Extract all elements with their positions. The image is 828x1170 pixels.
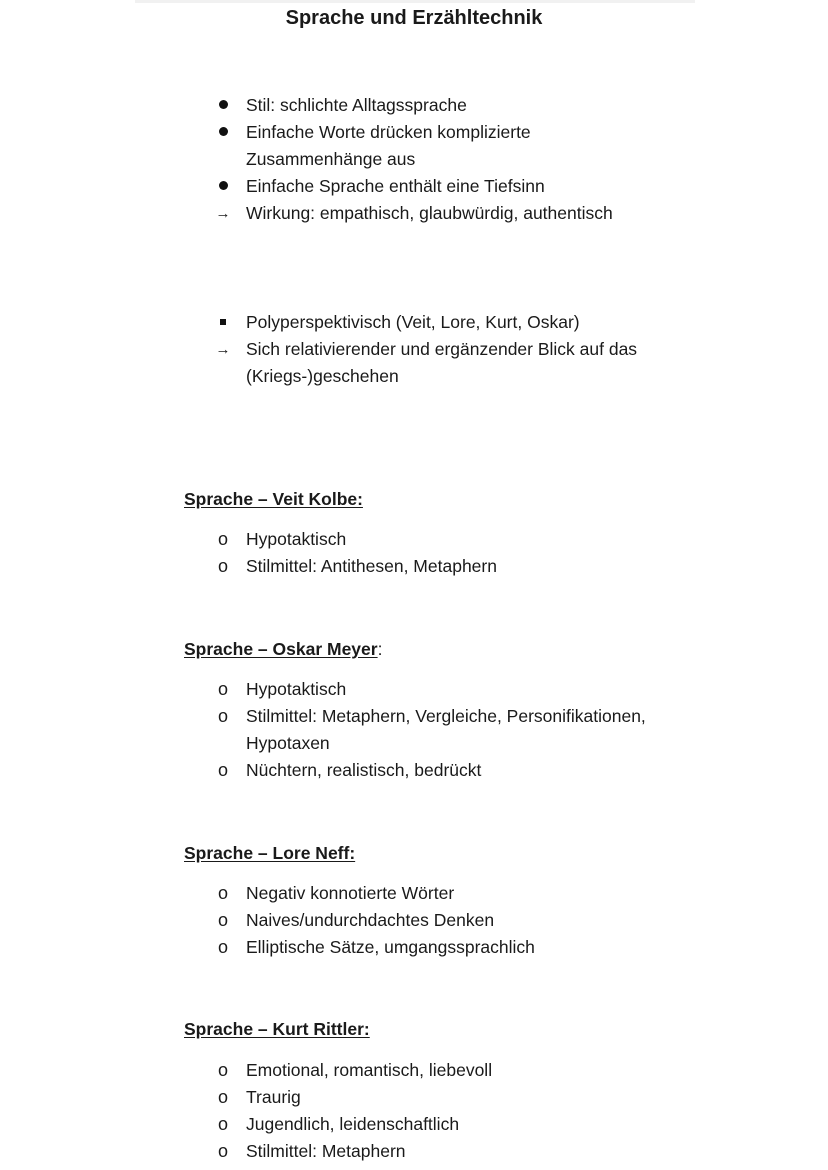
list-item-text: Wirkung: empathisch, glaubwürdig, authentisch	[246, 203, 613, 223]
list-item	[0, 309, 828, 336]
bullet-circle-icon: o	[217, 556, 228, 576]
list-item-text: Stilmittel: Antithesen, Metaphern	[246, 556, 497, 576]
list-item	[0, 934, 828, 961]
list-item	[0, 173, 828, 200]
list-item-text: Polyperspektivisch (Veit, Lore, Kurt, Oskar)	[246, 312, 580, 332]
list-item-text: Emotional, romantisch, liebevoll	[246, 1060, 493, 1080]
list-item-text: Hypotaktisch	[246, 679, 347, 699]
arrow-right-icon: →	[215, 205, 231, 222]
section-heading-lore-neff: Sprache – Lore Neff:	[184, 843, 356, 863]
lore-neff-list	[0, 880, 828, 961]
arrow-right-icon: →	[215, 341, 231, 358]
list-item	[0, 526, 828, 553]
bullet-circle-icon: o	[217, 760, 228, 780]
list-item	[0, 757, 828, 784]
list-item-text: Einfache Worte drücken komplizierte Zusammenhänge aus	[246, 122, 531, 169]
bullet-dot-icon	[214, 173, 232, 200]
kurt-rittler-list	[0, 1057, 828, 1165]
list-item	[0, 676, 828, 703]
list-item	[0, 119, 828, 173]
list-item-text: Stilmittel: Metaphern, Vergleiche, Personifikationen, Hypotaxen	[246, 706, 646, 753]
list-item-text: Nüchtern, realistisch, bedrückt	[246, 760, 482, 780]
bullet-circle-icon: o	[217, 679, 228, 699]
bullet-circle-icon: o	[217, 1114, 228, 1134]
bullet-circle-icon: o	[217, 937, 228, 957]
bullet-dot-icon	[214, 119, 232, 146]
bullet-dot-icon	[214, 92, 232, 119]
list-item	[0, 1138, 828, 1165]
list-item-text: Stilmittel: Metaphern	[246, 1141, 406, 1161]
oskar-meyer-list	[0, 676, 828, 784]
list-item	[0, 1111, 828, 1138]
bullet-circle-icon: o	[217, 1141, 228, 1161]
list-item-text: Sich relativierender und ergänzender Blick auf das (Kriegs-)geschehen	[246, 339, 638, 386]
list-item-text: Jugendlich, leidenschaftlich	[246, 1114, 460, 1134]
list-item-text: Hypotaktisch	[246, 529, 347, 549]
list-item	[0, 1057, 828, 1084]
list-item	[0, 907, 828, 934]
list-item	[0, 200, 828, 227]
perspective-bullet-list	[0, 309, 828, 390]
bullet-circle-icon: o	[217, 706, 228, 726]
veit-kolbe-list	[0, 526, 828, 580]
section-heading-kurt-rittler: Sprache – Kurt Rittler:	[184, 1019, 370, 1039]
bullet-square-icon	[214, 309, 232, 336]
list-item-text: Einfache Sprache enthält eine Tiefsinn	[246, 176, 545, 196]
bullet-circle-icon: o	[217, 1087, 228, 1107]
list-item-text: Traurig	[246, 1087, 301, 1107]
list-item	[0, 553, 828, 580]
page-top-edge	[135, 0, 695, 3]
bullet-circle-icon: o	[217, 529, 228, 549]
section-heading-veit-kolbe: Sprache – Veit Kolbe:	[184, 489, 363, 509]
bullet-circle-icon: o	[217, 1060, 228, 1080]
list-item	[0, 92, 828, 119]
list-item	[0, 703, 828, 757]
list-item-text: Elliptische Sätze, umgangssprachlich	[246, 937, 535, 957]
list-item	[0, 880, 828, 907]
list-item	[0, 336, 828, 390]
bullet-circle-icon: o	[217, 910, 228, 930]
list-item-text: Naives/undurchdachtes Denken	[246, 910, 495, 930]
list-item-text: Negativ konnotierte Wörter	[246, 883, 455, 903]
section-heading-oskar-meyer: Sprache – Oskar Meyer:	[184, 639, 383, 659]
bullet-circle-icon: o	[217, 883, 228, 903]
page-title: Sprache und Erzähltechnik	[285, 7, 543, 29]
list-item	[0, 1084, 828, 1111]
style-bullet-list	[0, 92, 828, 227]
list-item-text: Stil: schlichte Alltagssprache	[246, 95, 467, 115]
